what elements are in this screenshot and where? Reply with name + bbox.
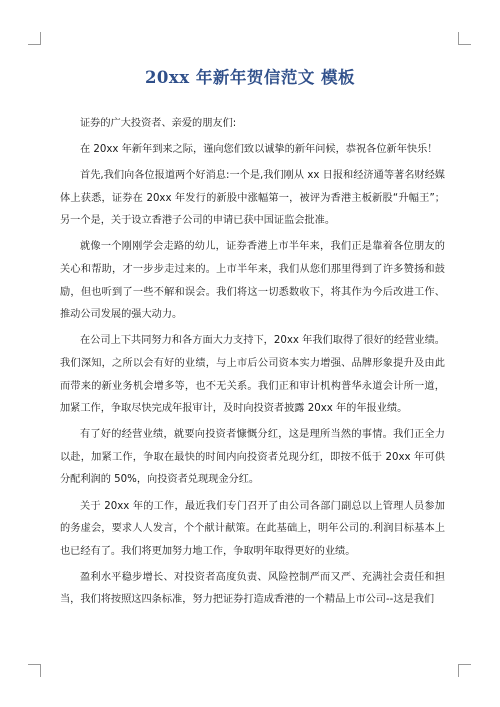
crop-mark-bottom-left: [28, 664, 41, 677]
paragraph: 就像一个刚刚学会走路的幼儿，证券香港上市半年来，我们正是靠着各位朋友的关心和帮助，才一步步走过来的。上市半年来，我们从您们那里得到了许多赞扬和鼓励，但也听到了一些不解和误会。我们将这一切悉数收下，将其作为今后改进工作、推动公司发展的强大动力。: [60, 241, 445, 321]
paragraph: 首先,我们向各位报道两个好消息:一个是,我们刚从 xx 日报和经济通等著名财经媒体上获悉，证券在 20xx 年发行的新股中涨幅第一，被评为香港主板新股“升幅王”；另一个是，关于设立香港子公司的申请已获中国证监会批准。: [60, 170, 445, 227]
crop-mark-bottom-right: [458, 664, 471, 677]
paragraph: 在公司上下共同努力和各方面大力支持下，20xx 年我们取得了很好的经营业绩。我们深知，之所以会有好的业绩，与上市后公司资本实力增强、品牌形象提升及由此而带来的新业务机会增多等，也不无关系。我们正和审计机构普华永道会计所一道，加紧工作，争取尽快完成年报审计，及时向投资者披露 20xx 年的年报业绩。: [60, 335, 445, 415]
document-title: 20xx 年新年贺信范文 模板: [144, 68, 356, 87]
paragraph: 盈利水平稳步增长、对投资者高度负责、风险控制严而又严、充满社会责任和担当，我们将按照这四条标准，努力把证券打造成香港的一个精品上市公司--这是我们: [60, 571, 445, 606]
salutation: 证券的广大投资者、亲爱的朋友们:: [80, 118, 237, 129]
paragraph: 关于 20xx 年的工作，最近我们专门召开了由公司各部门副总以上管理人员参加的务虚会，要求人人发言，个个献计献策。在此基础上，明年公司的.利润目标基本上也已经有了。我们将更加努力地工作，争取明年取得更好的业绩。: [60, 500, 445, 557]
paragraph: 有了好的经营业绩，就要向投资者慷慨分红，这是理所当然的事情。我们正全力以赴，加紧工作，争取在最快的时间内向投资者兑现分红，即按不低于 20xx 年可供分配利润的 50%，向投资者兑现现金分红。: [60, 429, 445, 486]
paragraph: 在 20xx 年新年到来之际，谨向您们致以诚挚的新年问候，恭祝各位新年快乐！: [80, 144, 438, 156]
crop-mark-top-left: [28, 32, 41, 45]
document-body: [60, 113, 445, 615]
crop-mark-top-right: [458, 32, 471, 45]
